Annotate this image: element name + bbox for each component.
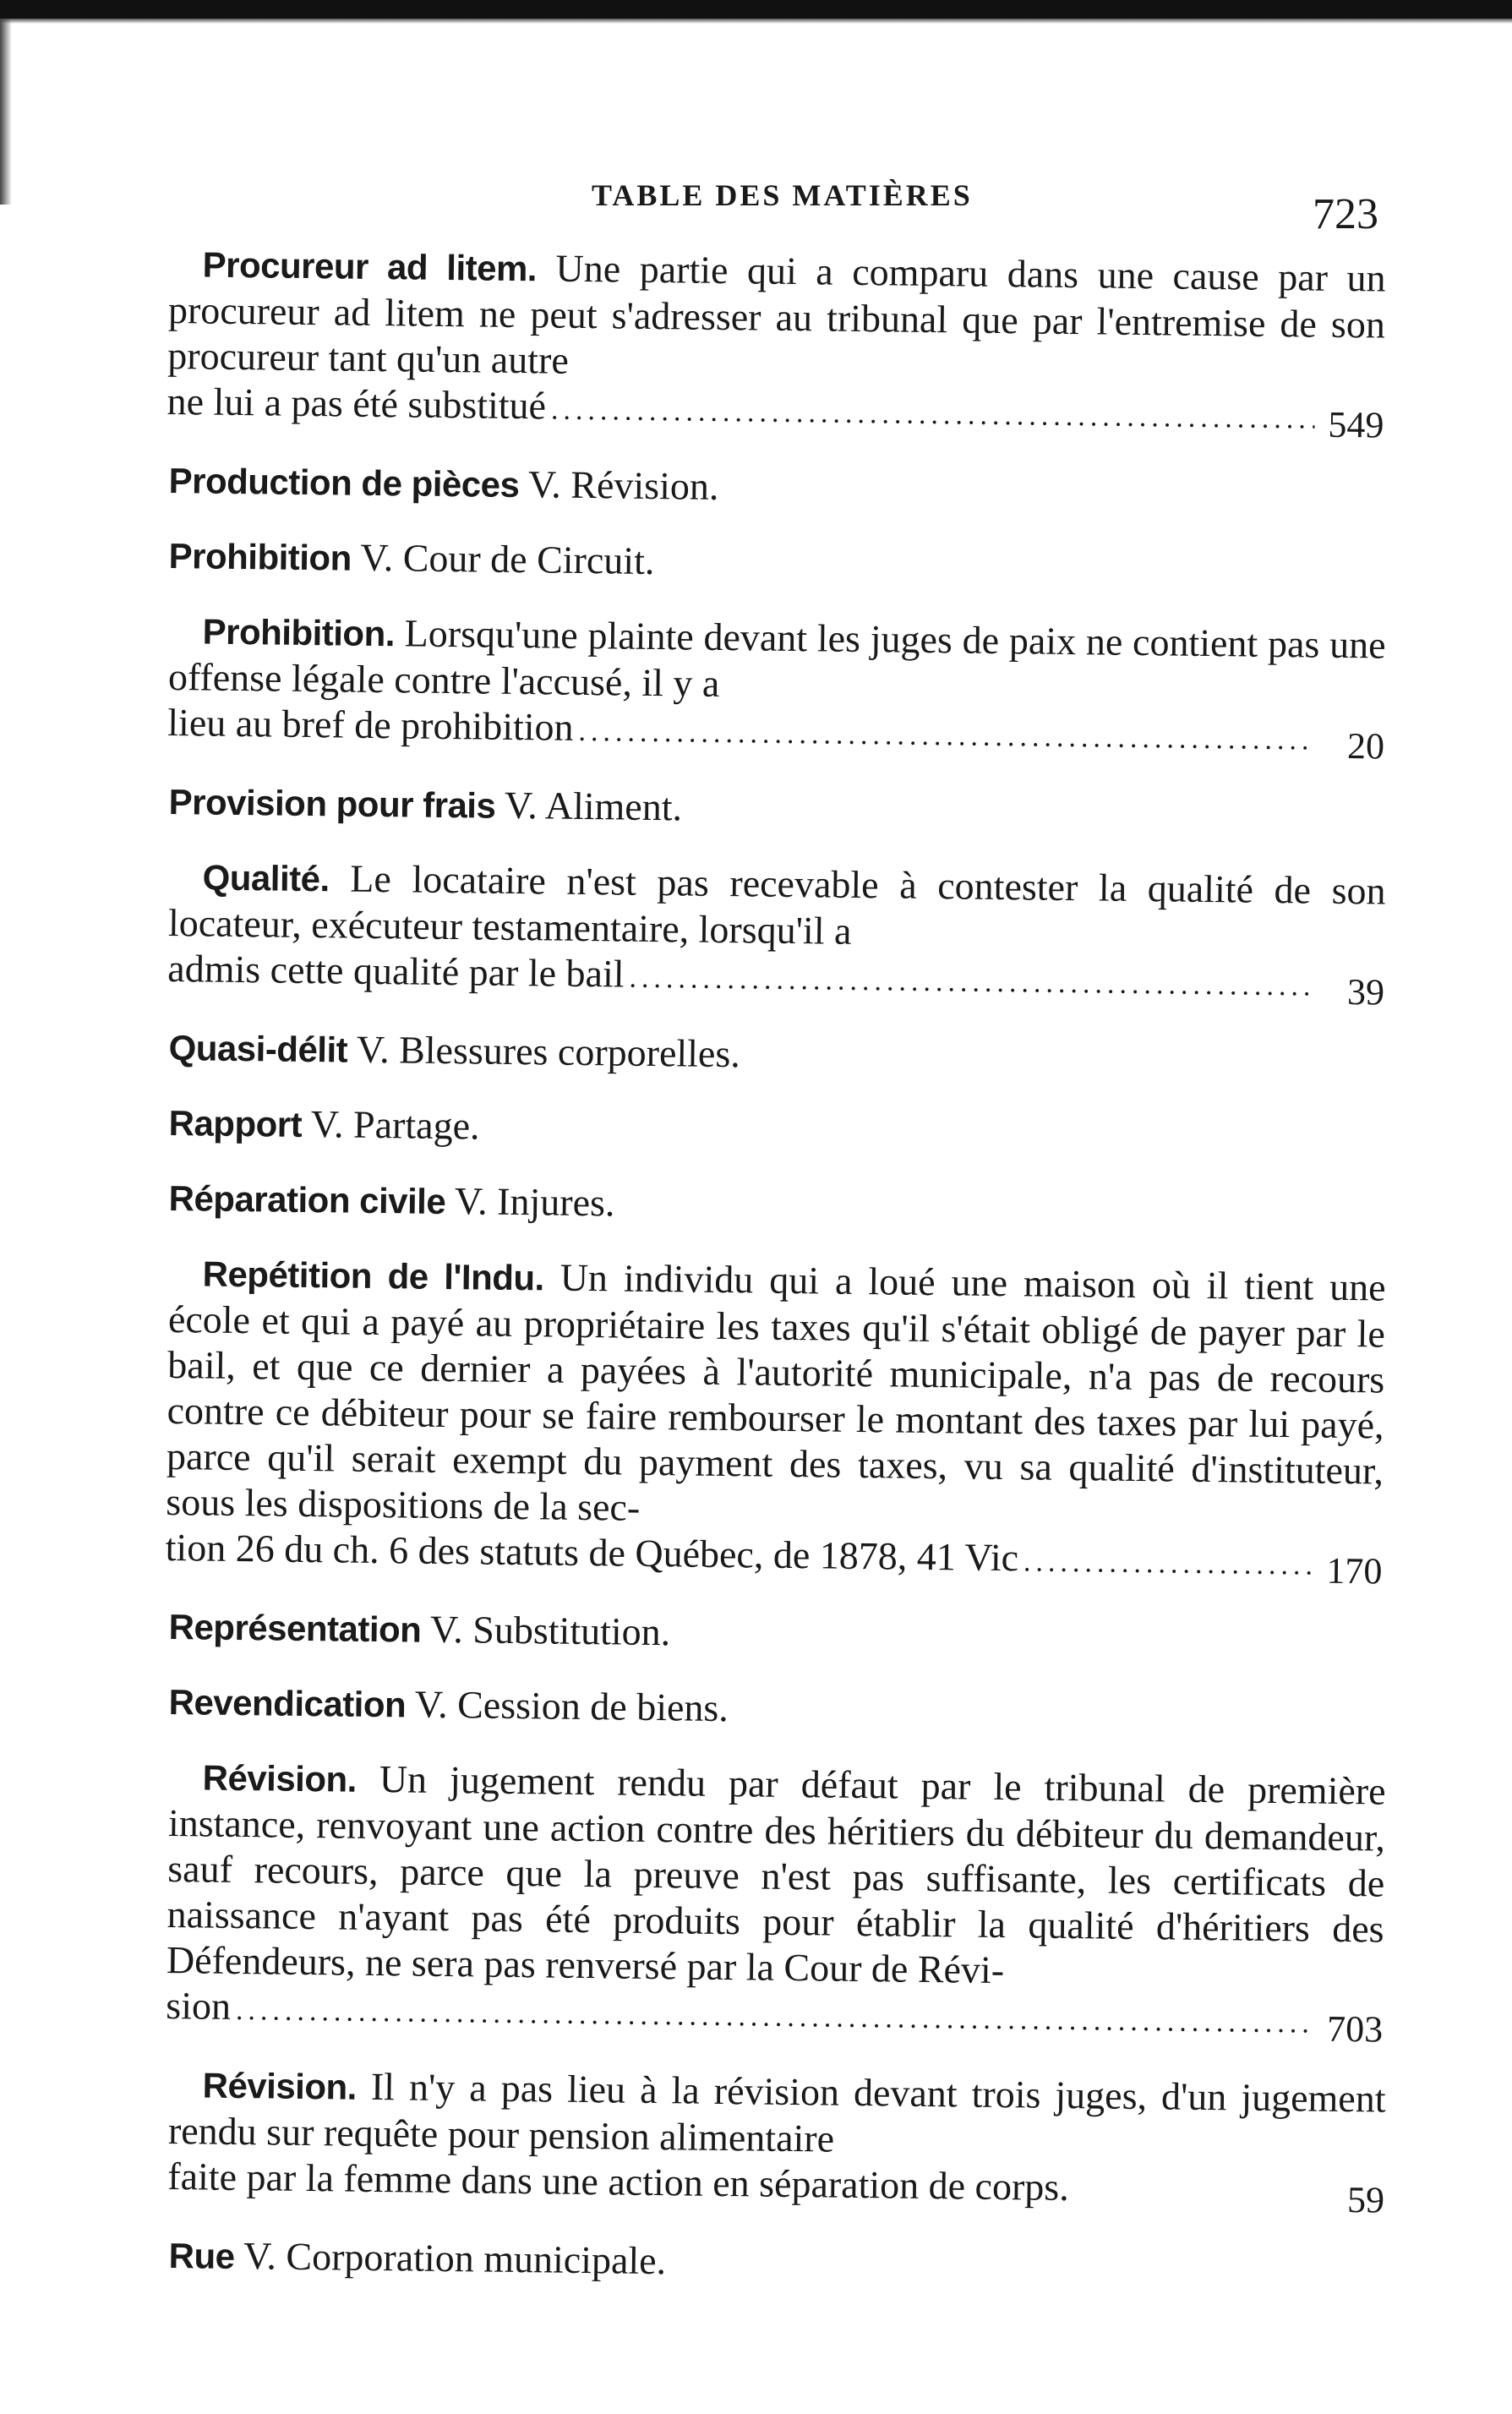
- entry-text: [168, 1024, 1386, 1086]
- dot-leader: [578, 709, 1315, 764]
- index-entry: [168, 2232, 1386, 2294]
- entry-heading: Rue: [168, 2235, 235, 2276]
- index-entry: [165, 1250, 1386, 1590]
- index-entry: [168, 1603, 1386, 1665]
- page-reference: 39: [1346, 971, 1385, 1013]
- entry-body: V. Blessures corporelles.: [356, 1027, 741, 1076]
- entry-body: Un jugement rendu par défaut par le tribunal de première instance, renvoyant une action contre des héritiers du débiteur du demandeur, sauf recours, parce que la preuve n'est pas suffisante, les certificats de naissance n'ayant pas été produits pour établir la qualité d'héritiers des Défendeurs, ne sera pas renversé par la Cour de Révi-: [166, 1757, 1386, 1992]
- entry-body: V. Aliment.: [504, 783, 683, 829]
- entry-heading: Provision pour frais: [168, 781, 496, 826]
- entry-last-text: ne lui a pas été substitué: [166, 379, 547, 428]
- entry-text: [168, 1603, 1386, 1665]
- dot-leader: [236, 1988, 1314, 2047]
- entry-last-text: tion 26 du ch. 6 des statuts de Québec, de 1878, 41 Vic: [165, 1525, 1019, 1580]
- page-reference: 549: [1328, 403, 1384, 446]
- entry-last-text: lieu au bref de prohibition: [167, 700, 574, 749]
- entry-heading: Prohibition.: [202, 611, 396, 654]
- entry-heading: Repétition de l'Indu.: [202, 1253, 545, 1298]
- entry-body: Un individu qui a loué une maison où il tient une école et qui a payé au propriétaire les taxes qu'il s'était obligé de payer par le bail, et que ce dernier a payées à l'autorité municipale, n'a pas de recours contre ce débiteur pour se faire rembourser le montant des taxes par lui payé, parce qu'il serait exempt du payment des taxes, vu sa qualité d'instituteur, sous les dispositions de la sec-: [166, 1255, 1386, 1529]
- entry-body: V. Corporation municipale.: [243, 2234, 667, 2283]
- entry-last-text: sion: [166, 1983, 232, 2028]
- entry-heading: Réparation civile: [168, 1177, 446, 1221]
- entry-heading: Quasi-délit: [168, 1027, 348, 1070]
- index-entry: [168, 457, 1386, 519]
- index-entry: [168, 1679, 1386, 1740]
- scan-top-border: [0, 0, 1512, 19]
- page-reference: 20: [1346, 725, 1385, 767]
- entry-body: V. Injures.: [454, 1179, 615, 1225]
- entry-text: [168, 854, 1386, 961]
- index-entry: [168, 778, 1386, 840]
- scan-left-edge: [0, 19, 12, 205]
- index-entry: [168, 1100, 1386, 1161]
- entry-text: [168, 1679, 1386, 1740]
- dot-leader: [551, 388, 1315, 443]
- running-title: TABLE DES MATIÈRES: [592, 178, 973, 212]
- entry-body: Il n'y a pas lieu à la révision devant trois juges, d'un jugement rendu sur requête pour pension alimentaire: [167, 2064, 1386, 2160]
- index-entry: [167, 854, 1386, 1011]
- entry-text: [167, 241, 1386, 394]
- entry-heading: Révision.: [202, 1757, 358, 1800]
- entry-body: Une partie qui a comparu dans une cause par un procureur ad litem ne peut s'adresser au tribunal que par l'entremise de son procureur tant qu'un autre: [167, 246, 1386, 382]
- entry-heading: Représentation: [168, 1606, 422, 1650]
- entry-text: [168, 778, 1386, 840]
- entry-heading: Production de pièces: [168, 460, 520, 505]
- page-number: 723: [1313, 190, 1378, 238]
- entry-last-text: admis cette qualité par le bail: [167, 946, 625, 996]
- entry-body: V. Partage.: [310, 1102, 480, 1148]
- entry-text: [168, 608, 1386, 715]
- entry-text: [168, 2062, 1386, 2169]
- entry-heading: Prohibition: [168, 535, 352, 578]
- entry-body: V. Substitution.: [429, 1607, 671, 1654]
- index-entry: [168, 1175, 1386, 1237]
- entry-text: [168, 532, 1386, 594]
- page-reference: 703: [1326, 2007, 1384, 2051]
- entry-text: [166, 1754, 1386, 1998]
- index-entry: [168, 1024, 1386, 1086]
- page-reference: 170: [1326, 1549, 1383, 1592]
- entry-body: V. Cour de Circuit.: [360, 535, 655, 583]
- entry-heading: Qualité.: [202, 857, 330, 899]
- dot-leader: [629, 956, 1315, 1010]
- index-entry: [166, 241, 1386, 444]
- index-entry: [167, 2062, 1386, 2219]
- entry-text: [168, 1100, 1386, 1161]
- entry-heading: Procureur ad litem.: [202, 244, 538, 289]
- entry-last-text: faite par la femme dans une action en séparation de corps.: [167, 2154, 1070, 2209]
- index-entry: [168, 532, 1386, 594]
- index-entry: [166, 1754, 1386, 2051]
- entry-text: [166, 1250, 1386, 1540]
- page-header: [0, 178, 1512, 238]
- entry-body: Lorsqu'une plainte devant les juges de paix ne contient pas une offense légale contre l'accusé, il y a: [167, 611, 1386, 705]
- entry-text: [168, 2232, 1386, 2294]
- entry-text: [168, 1175, 1386, 1237]
- entry-heading: Révision.: [202, 2065, 358, 2107]
- entry-body: V. Révision.: [527, 462, 719, 508]
- entry-heading: Revendication: [168, 1681, 407, 1725]
- entry-body: Le locataire n'est pas recevable à contester la qualité de son locateur, exécuteur testamentaire, lorsqu'il a: [167, 856, 1386, 953]
- entry-body: V. Cession de biens.: [414, 1682, 729, 1730]
- index-entries: [165, 241, 1386, 2308]
- page-reference: 59: [1346, 2179, 1385, 2221]
- entry-heading: Rapport: [168, 1102, 303, 1144]
- dot-leader: [1023, 1539, 1313, 1588]
- index-entry: [167, 608, 1386, 765]
- entry-text: [168, 457, 1386, 519]
